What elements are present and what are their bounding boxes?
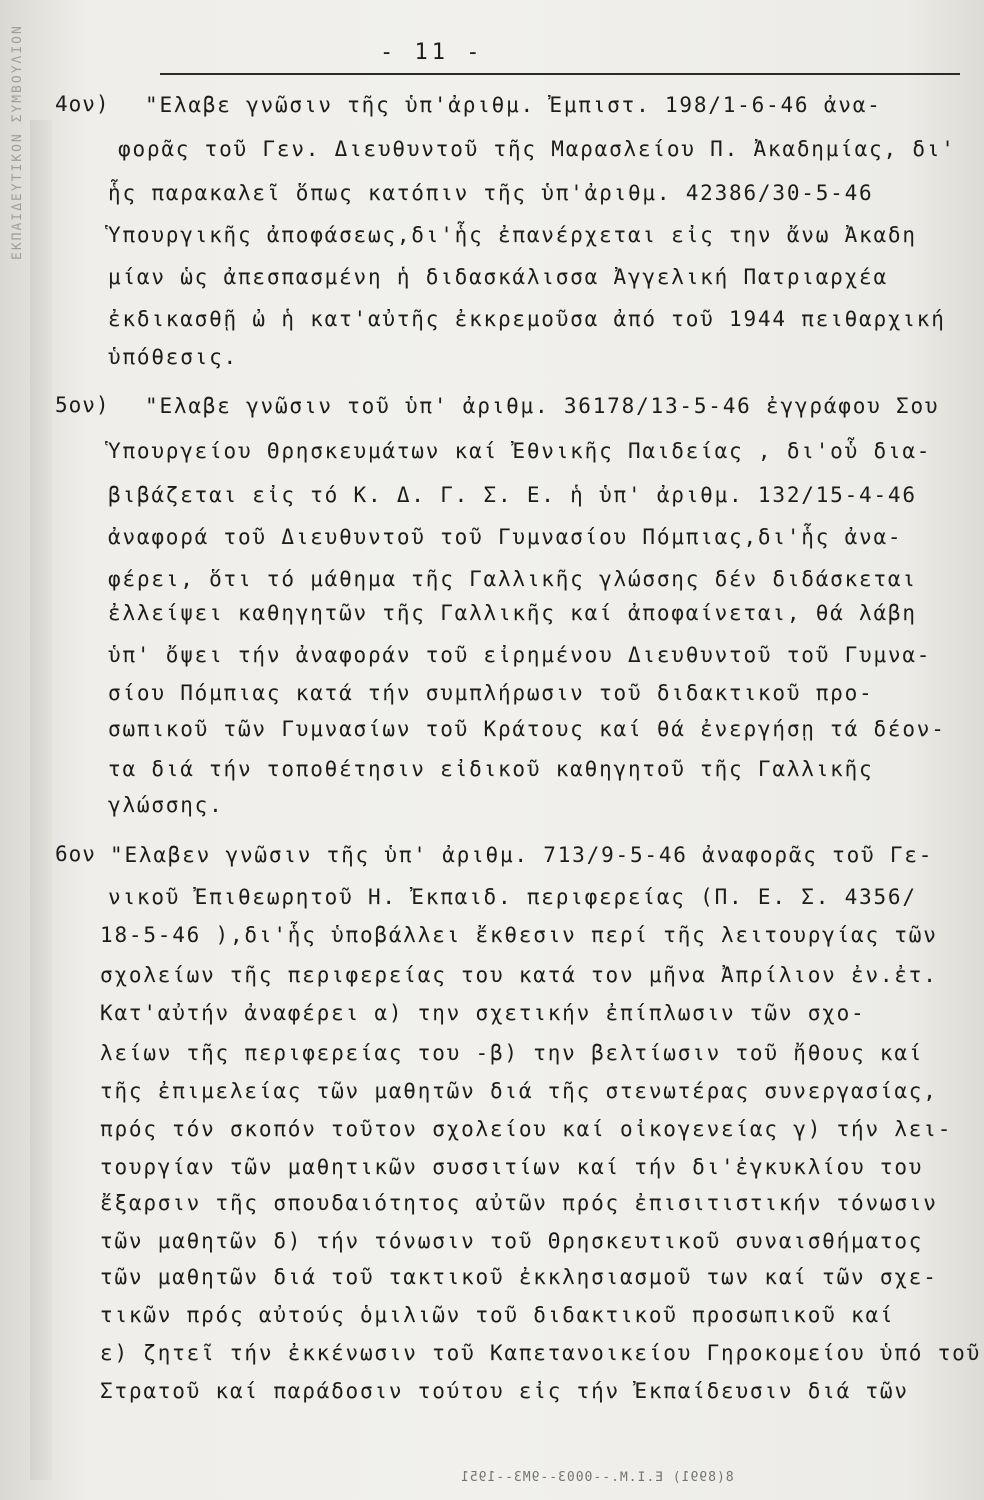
text-line: ἐλλείψει καθηγητῶν τῆς Γαλλικῆς καί ἀποφαίνεται, θά λάβη xyxy=(108,601,917,625)
text-line: τῆς ἐπιμελείας τῶν μαθητῶν διά τῆς στενωτέρας συνεργασίας, xyxy=(100,1079,938,1103)
item-number-6: 6ον xyxy=(55,842,96,866)
text-line: λείων τῆς περιφερείας του -β) την βελτίωσιν τοῦ ἤθους καί xyxy=(100,1041,924,1065)
text-line: σωπικοῦ τῶν Γυμνασίων τοῦ Κράτους καί θά ἐνεργήσῃ τά δέον- xyxy=(108,717,946,741)
top-rule xyxy=(160,73,960,75)
text-line: τῶν μαθητῶν διά τοῦ τακτικοῦ ἐκκλησιασμοῦ των καί τῶν σχε- xyxy=(100,1265,938,1289)
text-line: τουργίαν τῶν μαθητικῶν συσσιτίων καί τήν δι'ἐγκυκλίου του xyxy=(100,1155,924,1179)
margin-stamp: ΕΚΠΑΙΔΕΥΤΙΚΟΝ ΣΥΜΒΟΥΛΙΟΝ xyxy=(10,24,25,260)
text-line: νικοῦ Ἐπιθεωρητοῦ Η. Ἐκπαιδ. περιφερείας (Π. Ε. Σ. 4356/ xyxy=(108,885,917,909)
text-line: ε) ζητεῖ τήν ἐκκένωσιν τοῦ Καπετανοικείου Γηροκομείου ὑπό τοῦ xyxy=(100,1341,982,1365)
text-line: φορᾶς τοῦ Γεν. Διευθυντοῦ τῆς Μαρασλείου Π. Ἀκαδημίας, δι' xyxy=(118,137,956,161)
text-line: τῶν μαθητῶν δ) τήν τόνωσιν τοῦ Θρησκευτικοῦ συναισθήματος xyxy=(100,1229,924,1253)
text-line: Ὑπουργικῆς ἀποφάσεως,δι'ἧς ἐπανέρχεται εἰς την ἄνω Ἀκαδη xyxy=(108,223,917,247)
text-line: ὑπ' ὄψει τήν ἀναφοράν τοῦ εἰρημένου Διευθυντοῦ τοῦ Γυμνα- xyxy=(108,643,932,667)
page-number: - 11 - xyxy=(380,40,484,65)
text-line: "Ελαβε γνῶσιν τοῦ ὑπ' ἀριθμ. 36178/13-5-46 ἐγγράφου Σου xyxy=(145,394,940,418)
text-line: μίαν ὡς ἀπεσπασμένη ἡ διδασκάλισσα Ἀγγελική Πατριαρχέα xyxy=(108,265,888,289)
text-line: βιβάζεται εἰς τό Κ. Δ. Γ. Σ. Ε. ἡ ὑπ' ἀριθμ. 132/15-4-46 xyxy=(108,483,917,507)
text-line: ἧς παρακαλεῖ ὅπως κατόπιν τῆς ὑπ'ἀριθμ. 42386/30-5-46 xyxy=(108,181,874,205)
text-line: γλώσσης. xyxy=(108,793,224,817)
text-line: τικῶν πρός αὐτούς ὁμιλιῶν τοῦ διδακτικοῦ προσωπικοῦ καί xyxy=(100,1303,895,1327)
text-line: "Ελαβεν γνῶσιν τῆς ὑπ' ἀριθμ. 713/9-5-46 ἀναφορᾶς τοῦ Γε- xyxy=(110,843,934,867)
text-line: ὑπόθεσις. xyxy=(108,345,238,369)
text-line: τα διά τήν τοποθέτησιν εἰδικοῦ καθηγητοῦ τῆς Γαλλικῆς xyxy=(108,757,874,781)
text-line: σίου Πόμπιας κατά τήν συμπλήρωσιν τοῦ διδακτικοῦ προ- xyxy=(108,681,874,705)
text-line: φέρει, ὅτι τό μάθημα τῆς Γαλλικῆς γλώσσης δέν διδάσκεται xyxy=(108,567,917,591)
printer-footer: 8(8991) Ε.Ι.Μ.--0003--9М3--1951 xyxy=(460,1470,734,1485)
text-line: "Ελαβε γνῶσιν τῆς ὑπ'ἀριθμ. Ἐμπιστ. 198/1-6-46 ἀνα- xyxy=(145,93,882,117)
text-line: Κατ'αὐτήν ἀναφέρει α) την σχετικήν ἐπίπλωσιν τῶν σχο- xyxy=(100,1001,866,1025)
text-line: Ὑπουργείου Θρησκευμάτων καί Ἐθνικῆς Παιδείας , δι'οὗ δια- xyxy=(108,439,932,463)
text-line: πρός τόν σκοπόν τοῦτον σχολείου καί οἰκογενείας γ) τήν λει- xyxy=(100,1117,953,1141)
binding-shadow xyxy=(30,120,52,1480)
text-line: Στρατοῦ καί παράδοσιν τούτου εἰς τήν Ἐκπαίδευσιν διά τῶν xyxy=(100,1379,909,1403)
text-line: 18-5-46 ),δι'ἧς ὑποβάλλει ἔκθεσιν περί τῆς λειτουργίας τῶν xyxy=(100,923,938,947)
text-line: ἐκδικασθῇ ὠ ἡ κατ'αὐτῆς ἐκκρεμοῦσα ἀπό τοῦ 1944 πειθαρχική xyxy=(108,307,946,331)
item-number-4: 4ον) xyxy=(55,92,110,116)
text-line: σχολείων τῆς περιφερείας του κατά τον μῆνα Ἀπρίλιον ἐν.ἐτ. xyxy=(100,963,938,987)
text-line: ἔξαρσιν τῆς σπουδαιότητος αὐτῶν πρός ἐπισιτιστικήν τόνωσιν xyxy=(100,1191,938,1215)
item-number-5: 5ον) xyxy=(55,393,110,417)
text-line: ἀναφορά τοῦ Διευθυντοῦ τοῦ Γυμνασίου Πόμπιας,δι'ἧς ἀνα- xyxy=(108,525,903,549)
